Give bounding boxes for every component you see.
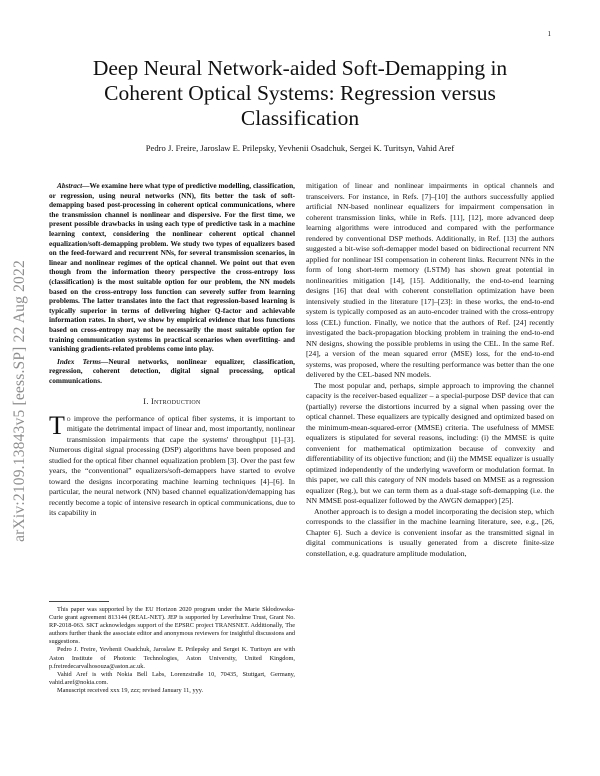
footnote-divider — [49, 601, 109, 602]
abstract-lead: Abstract — [57, 181, 83, 190]
paper-title: Deep Neural Network-aided Soft-Demapping in Coherent Optical Systems: Regression versus Classification — [92, 56, 508, 130]
footnote-funding: This paper was supported by the EU Horizon 2020 program under the Marie Skłodowska-Curie grant agreement 813144 (REAL-NET). JEP is supported by Leverhulme Trust, Grant No. RP-2018-063. SKT acknowledges support of the EPSRC project TRANSNET. Additionally, The authors further thank the associate editor and anonymous reviewers for insightful discussions and suggestions. — [49, 606, 295, 646]
right-column — [306, 181, 554, 559]
footnotes — [49, 601, 295, 695]
intro-first-word: o — [66, 413, 71, 423]
index-terms-lead: Index Terms — [57, 356, 102, 366]
author-list: Pedro J. Freire, Jaroslaw E. Prilepsky, Yevhenii Osadchuk, Sergei K. Turitsyn, Vahid Aref — [145, 143, 455, 153]
introduction-paragraph — [49, 410, 295, 519]
index-terms-text: —Neural networks, nonlinear equalizer, classification, regression, coherent detection, digital signal processing, optical communications. — [49, 356, 296, 385]
footnote-affiliation-aston: Pedro J. Freire, Yevhenii Osadchuk, Jaroslaw E. Prilepsky and Sergei K. Turitsyn are with Aston Institute of Photonic Technologies, Aston University, United Kingdom, p.freiredecarvalhosouza@aston.ac.uk. — [49, 646, 295, 670]
left-column — [49, 181, 295, 519]
drop-cap: T — [49, 410, 65, 440]
body-paragraph: mitigation of linear and nonlinear impairments in optical channels and transceivers. For instance, in Refs. [7]–[10] the authors successfully applied artificial NN-based nonlinear equalizers for impairment compensation in coherent transmission links, while in Refs. [11], [12], more advanced deep learning algorithms were introduced and compared with the performance rendered by conventional DSP methods. Additionally, in Ref. [13] the authors suggested a bit-wise soft-demapper model based on bidirectional recurrent NN applied for nonlinear ISI compensation in coherent links. Recurrent NNs in the form of long short-term memory (LSTM) has shown great potential in nonlinearities mitigation [14], [15]. Additionally, the end-to-end learning designs [16] that deal with coherent constellation optimization have been intensively studied in the literature [17]–[23]: in these works, the end-to-end system is typically composed as an auto-encoder trained with the cross-entropy loss (CEL) function. Finally, we notice that the authors of Ref. [24] recently investigated the back-propagation blocking problem in training the end-to-end NN designs, showing the possible problems in using the CEL. In the same Ref. [24], a version of the mean squared error (MSE) loss, for the end-to-end systems, was proposed, where the resulting performance was better than the one delivered by the CEL-based NN models. — [306, 181, 554, 379]
abstract-text: —We examine here what type of predictive modelling, classification, or regression, using neural networks (NN), fits better the task of soft-demapping based post-processing in coherent optical communications, where the transmission channel is nonlinear and dispersive. For the first time, we present possible drawbacks in using each type of predictive task in a machine learning context, considering the nonlinear coherent optical channel equalization/soft-demapping problem. We study two types of equalizers based on the feed-forward and recurrent NNs, for several transmission scenarios, in linear and nonlinear regimes of the optical channel. We point out that even though from the information theory perspective the cross-entropy loss (classification) is the most suitable option for our problem, the NN models based on the cross-entropy loss function can severely suffer from learning problems. The latter translates into the fact that regression-based learning is typically superior in terms of delivering higher Q-factor and achievable information rates. In short, we show by empirical evidence that loss functions based on cross-entropy may not be necessarily the most suitable option for training communication systems in practical scenarios when overfitting- and vanishing gradients-related problems come into play. — [49, 181, 295, 354]
section-heading-introduction: I. Introduction — [143, 397, 201, 407]
body-paragraph: The most popular and, perhaps, simple approach to improving the channel capacity is the receiver-based equalizer – a special-purpose DSP device that can (partially) reverse the distortions incurred by a signal when passing over the optical channel. These equalizers are typically designed and optimized based on the minimum-mean-squared-error (MMSE) criteria. The usefulness of MMSE equalizers is stipulated for several reasons, including: (i) the MMSE is quite convenient for mathematical optimization because of convexity and differentiability of its objective function; and (ii) the MMSE equalizer is usually optimized independently of the underlying waveform or modulation format. In this paper, we call this category of NN models based on MMSE as a regression equalizer (Reg.), but we can term them as a dual-stage soft-demapping (i.e. the NN MMSE post-equalizer followed by the AWGN demapper) [25]. — [306, 380, 554, 505]
arxiv-identifier-stamp[interactable]: arXiv:2109.13843v5 [eess.SP] 22 Aug 2022 — [11, 260, 28, 542]
footnote-affiliation-nokia: Vahid Aref is with Nokia Bell Labs, Lorenzstraße 10, 70435, Stuttgart, Germany, vahid.aref@nokia.com. — [49, 670, 295, 686]
index-terms — [49, 357, 295, 386]
abstract — [49, 181, 295, 354]
footnote-manuscript-dates: Manuscript received xxx 19, zzz; revised January 11, yyy. — [57, 686, 204, 694]
body-paragraph: Another approach is to design a model incorporating the decision step, which corresponds to the classifier in the machine learning literature, see, e.g., [26, Chapter 6]. Such a device is convenient insofar as the transmitted signal in digital communications is usually generated from a discrete finite-size constellation, e.g. quadrature amplitude modulation, — [306, 506, 554, 558]
page-number: 1 — [547, 30, 551, 38]
intro-text: improve the performance of optical fiber systems, it is important to mitigate the detrimental impact of linear and, most importantly, nonlinear transmission impairments that cape the systems' throughput [1]–[3]. Numerous digital signal processing (DSP) algorithms have been proposed and studied for the optical fiber channel equalization problem [3]. Over the past few years, the “conventional” equalizers/soft-demappers have started to evolve toward the designs incorporating machine learning techniques [4]–[6]. In particular, the neural network (NN) based channel equalization/demapping has recently become a topic of intensive research in optical communications, due to its capability in — [49, 413, 295, 518]
